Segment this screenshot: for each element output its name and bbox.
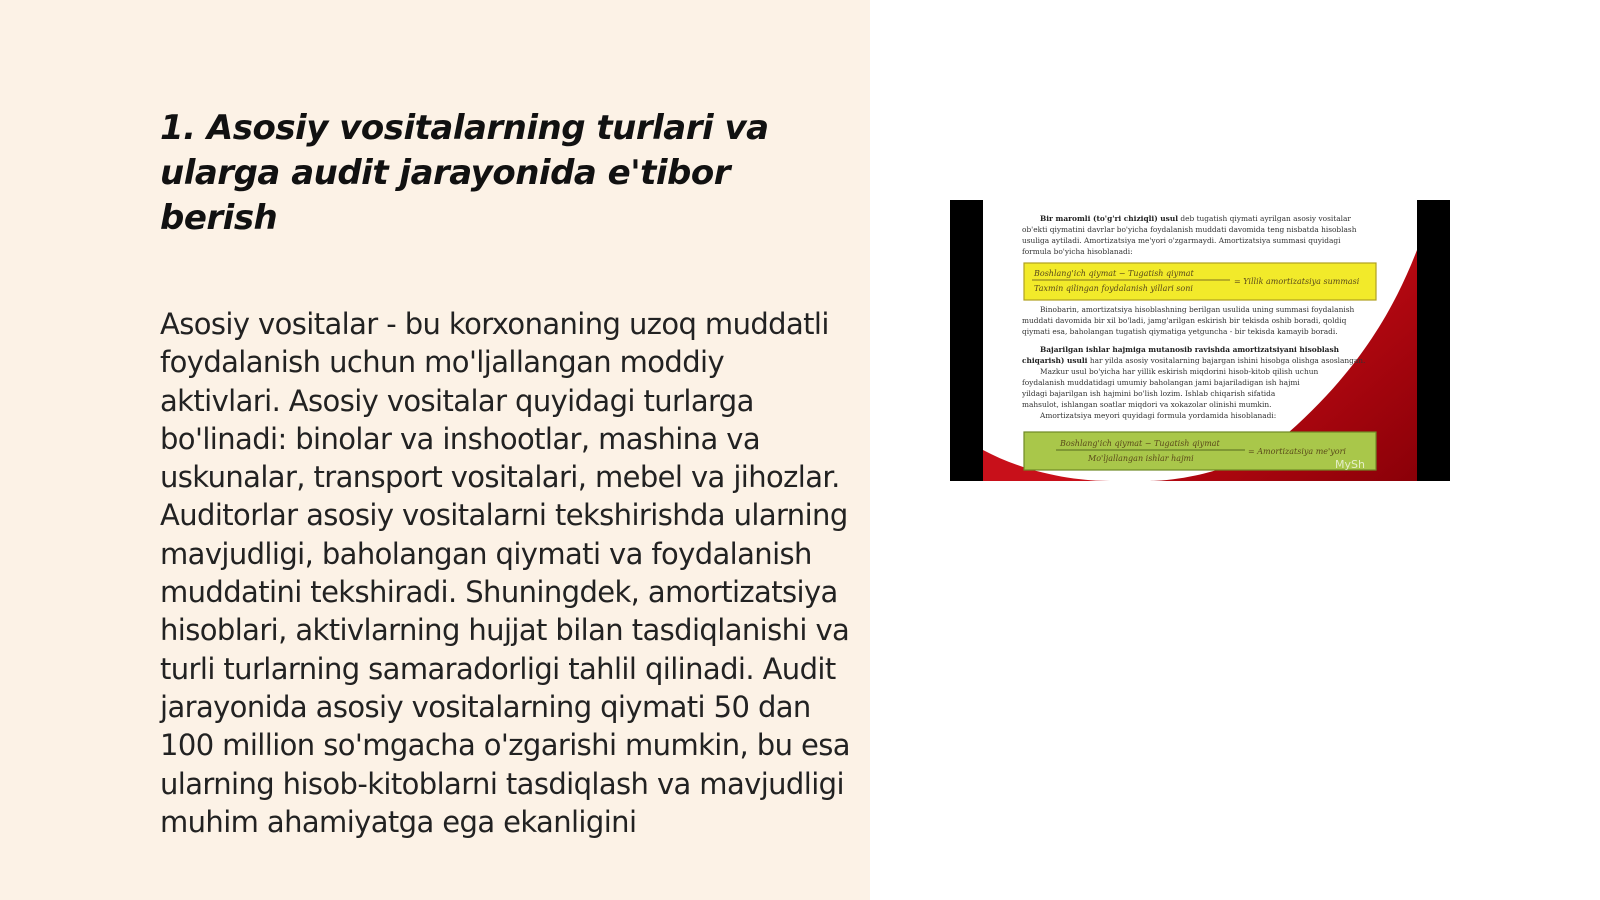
scan-line: mahsulot, ishlangan soatlar miqdori va xokazolar olinishi mumkin. (1022, 400, 1272, 409)
document-scan-image (950, 200, 1450, 481)
formula-numerator: Boshlang'ich qiymat − Tugatish qiymat (1034, 269, 1194, 278)
scan-line: qiymati esa, baholangan tugatish qiymatiga yetguncha - bir tekisda kamayib boradi. (1022, 327, 1338, 336)
watermark-text: MySh (1335, 458, 1365, 471)
formula-result: = Yillik amortizatsiya summasi (1234, 277, 1360, 286)
formula-result: = Amortizatsiya me'yori (1248, 447, 1346, 456)
slide-body-text: Asosiy vositalar - bu korxonaning uzoq muddatli foydalanish uchun mo'ljallangan moddiy aktivlari. Asosiy vositalar quyidagi turlarga bo'linadi: binolar va inshootlar, mashina va uskunalar, transport vositalari, mebel va jihozlar. Auditorlar asosiy vositalarni tekshirishda ularning mavjudligi, baholangan qiymati va foydalanish muddatini tekshiradi. Shuningdek, amortizatsiya hisoblari, aktivlarning hujjat bilan tasdiqlanishi va turli turlarning samaradorligi tahlil qilinadi. Audit jarayonida asosiy vositalarning qiymati 50 dan 100 million so'mgacha o'zgarishi mumkin, bu esa ularning hisob-kitoblarni tasdiqlash va mavjudligi muhim ahamiyatga ega ekanligini (160, 307, 850, 839)
scan-line: Mazkur usul bo'yicha har yillik eskirish miqdorini hisob-kitob qilish uchun (1040, 367, 1319, 376)
scan-line: usuliga aytiladi. Amortizatsiya me'yori o'zgarmaydi. Amortizatsiya summasi quyidagi (1022, 236, 1341, 245)
document-scan-svg (950, 200, 1450, 481)
scan-line: ob'ekti qiymatini davrlar bo'yicha foydalanish muddati davomida teng nisbatda hisoblash (1022, 225, 1357, 234)
formula-denominator: Taxmin qilingan foydalanish yillari soni (1034, 284, 1193, 293)
scan-line: muddati davomida bir xil bo'ladi, jamg'arilgan eskirish bir tekisda oshib boradi, qoldiq (1022, 316, 1347, 325)
scan-line: Bajarilgan ishlar hajmiga mutanosib ravishda amortizatsiyani hisoblash (1040, 345, 1339, 354)
slide-title: 1. Asosiy vositalarning turlari va ularga audit jarayonida e'tibor berish (160, 108, 769, 238)
scan-line: yildagi bajarilgan ish hajmini bo'lish lozim. Ishlab chiqarish sifatida (1022, 389, 1276, 398)
scan-line: chiqarish) usuli har yilda asosiy vositalarning bajargan ishini hisobga olishga asoslangan. (1022, 356, 1366, 365)
scan-line: Bir maromli (to'g'ri chiziqli) usul deb tugatish qiymati ayrilgan asosiy vositalar (1040, 214, 1351, 223)
scan-line: Amortizatsiya meyori quyidagi formula yordamida hisoblanadi: (1040, 411, 1277, 420)
formula-denominator: Mo'ljallangan ishlar hajmi (1088, 454, 1194, 463)
scan-line: formula bo'yicha hisoblanadi: (1022, 247, 1133, 256)
scan-line: Binobarin, amortizatsiya hisoblashning berilgan usulida uning summasi foydalanish (1040, 305, 1355, 314)
scan-line: foydalanish muddatidagi umumiy baholangan jami bajariladigan ish hajmi (1022, 378, 1300, 387)
formula-numerator: Boshlang'ich qiymat − Tugatish qiymat (1060, 439, 1220, 448)
